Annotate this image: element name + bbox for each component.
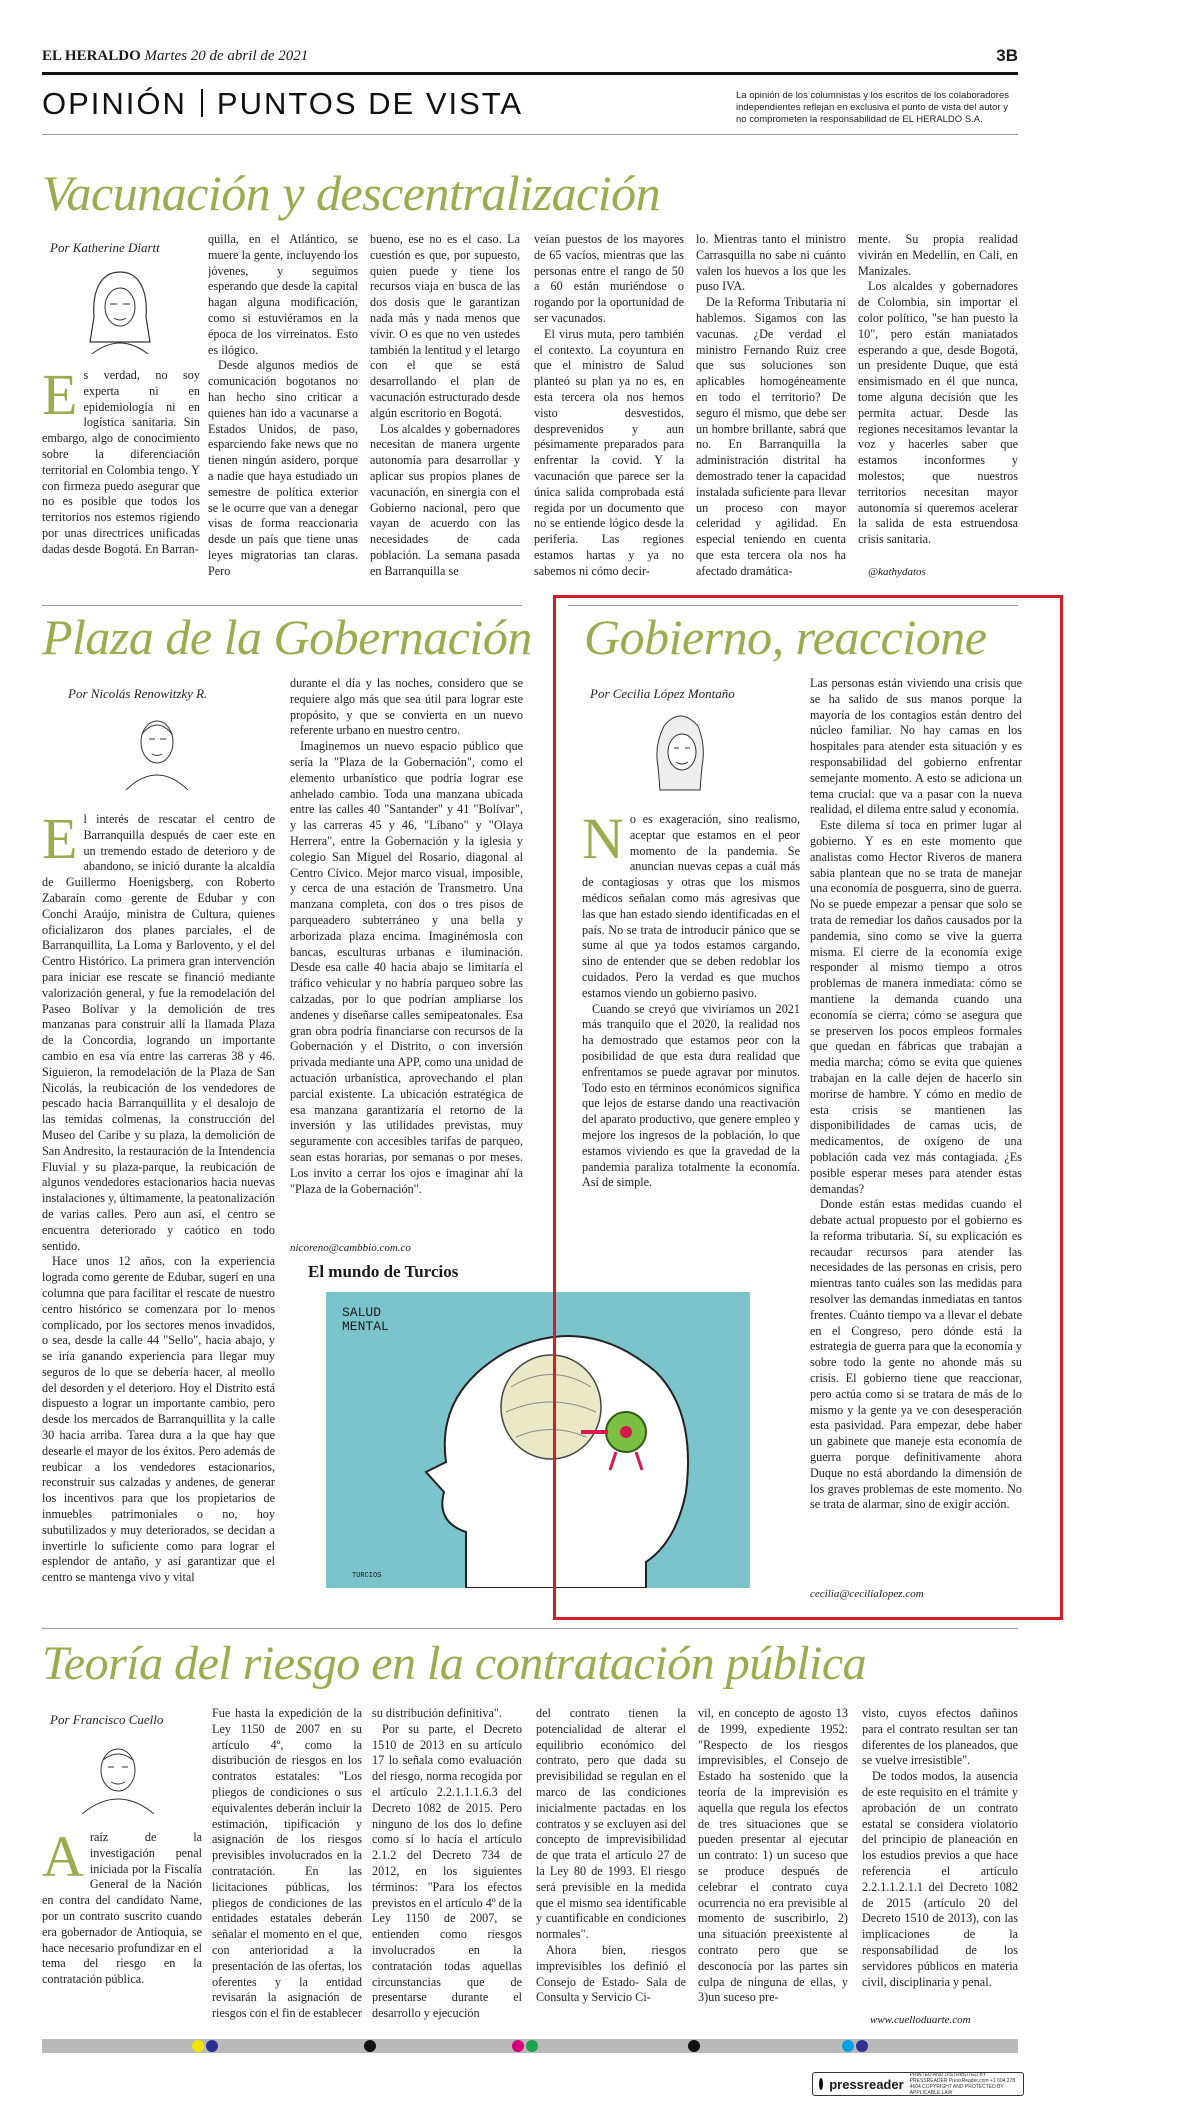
- paragraph: Hace unos 12 años, con la experiencia lograda como gerente de Edubar, sugerí en una columna que para facilitar el rescate de nuestro centro histórico se comenzara por lo menos complicado, por los sectores menos invadidos, o sea, desde la calle 44 "Sello", hacia abajo, y se iría ganando experiencia para llegar muy seguros de lo que se debería hacer, al meollo del desorden y el deterioro. Hoy el Distrito está dispuesto a lograr un importante cambio, pero desde los mercados de Barranquillita y la calle 30 hacia arriba. Tarea dura a la que hay que desearle el mayor de los éxitos. Pero además de reubicar a los vendedores estacionarios, reconstruir sus calzadas y andenes, de generar los incentivos para que los propietarios de inmuebles patrimoniales o no, hoy subutilizados y muy deteriorados, se decidan a invertirle lo suficiente como para lograr el esplendor de antaño, y así garantizar que el centro se mantenga vivo y vital: [42, 1254, 275, 1585]
- section-header: [42, 86, 523, 122]
- color-dot: [526, 2040, 538, 2052]
- paragraph: visto, cuyos efectos dañinos para el contrato resultan ser tan diferentes de los planeados, que se vuelve irresistible".: [862, 1706, 1018, 1768]
- author-portrait-cuello: [76, 1734, 160, 1814]
- page-number: 3B: [996, 46, 1018, 65]
- paragraph: durante el día y las noches, considero que se requiere algo más que sea útil para lograr este propósito, y que se convierta en un nuevo referente urbano en nuestro centro.: [290, 676, 523, 738]
- article4-byline: Por Francisco Cuello: [50, 1712, 164, 1727]
- article1-signature: @kathydatos: [868, 566, 926, 578]
- paper-name: EL HERALDO: [42, 48, 141, 64]
- section-title: OPINIÓN: [42, 86, 187, 121]
- issue-date: Martes 20 de abril de 2021: [144, 48, 309, 64]
- article1-col5: [696, 232, 846, 586]
- opinion-disclaimer: La opinión de los columnistas y los escritos de los colaboradores independientes reflejan en exclusiva el punto de vista del autor y no comprometen la responsabilidad de EL HERALDO S.A.: [736, 90, 1010, 125]
- article4-signature: www.cuelloduarte.com: [870, 2014, 971, 2026]
- paragraph: bueno, ese no es el caso. La cuestión es que, por supuesto, quien puede y tiene los recursos viaja en busca de las dos dosis que le garantizan nada más y nada menos que vivir. O es que no ven ustedes también la lentitud y el letargo con el que se está desarrollando el plan de vacunación estructurado desde algún escritorio en Bogotá.: [370, 232, 520, 420]
- color-dot: [364, 2040, 376, 2052]
- paragraph: lo. Mientras tanto el ministro Carrasquilla no sabe ni cuánto valen los huevos a los que les puso IVA.: [696, 232, 846, 294]
- masthead-rule: [42, 72, 1018, 75]
- paragraph: Por su parte, el Decreto 1510 de 2013 en su artículo 17 lo señala como evaluación del riesgo, norma recogida por el artículo 2.2.1.1.1.6.3 del Decreto 1082 de 2015. Pero ninguno de los dos lo define como sí lo hacía el artículo 2.1.2 del Decreto 734 de 2012, en los siguientes términos: "Para los efectos previstos en el artículo 4º de la Ley 1150 de 2007, se entienden como riesgos involucrados en la contratación todas aquellas circunstancias que de presentarse durante el desarrollo y ejecución: [372, 1721, 522, 2021]
- article4-col4: [536, 1706, 686, 2030]
- paragraph: del contrato tienen la potencialidad de alterar el equilibrio económico del contrato, pero que dada su previsibilidad se regulan en el marco de las condiciones inicialmente pactadas en los contratos y se excluyen así del concepto de imprevisibilidad de que trata el artículo 27 de la Ley 80 de 1993. El riesgo será previsible en la medida que el mismo sea identificable y cuantificable en condiciones normales".: [536, 1706, 686, 1942]
- paragraph: Ahora bien, riesgos imprevisibles los definió el Consejo de Estado- Sala de Consulta y Servicio Ci-: [536, 1942, 686, 2005]
- paragraph: De la Reforma Tributaria ni hablemos. Sigamos con las vacunas. ¿De verdad el ministro Fernando Ruiz cree que sus soluciones son aplicables homogéneamente en todo el territorio? De seguro él mismo, que debe ser un hombre brillante, sabrá que no. En Barranquilla la administración distrital ha demostrado tener la capacidad instalada suficiente para llevar un proceso con mayor celeridad y agilidad. En especial teniendo en cuenta que esta tercera ola nos ha afectado dramática-: [696, 295, 846, 578]
- paragraph: Fue hasta la expedición de la Ley 1150 de 2007 en su artículo 4º, como la distribución de riesgos en los contratos estatales: "Los pliegos de condiciones o sus equivalentes deberán incluir la estimación, tipificación y asignación de los riesgos previsibles involucrados en la contratación. En las licitaciones públicas, los pliegos de condiciones de las entidades estatales deberán señalar el momento en el que, con anterioridad a la presentación de las ofertas, los oferentes y la entidad revisarán la asignación de riesgos con el fin de establecer: [212, 1706, 362, 2021]
- article3-col1-text: o es exageración, sino realismo, aceptar que estamos en el peor momento de la pandemia. Se anuncian nuevas cepas a cuál más de contagiosas y otras que los mismos médicos señalan como más agresivas que las que han estado siendo identificadas en el país. No se trata de introducir pánico que se sume al que ya todos estamos cargando, sino de entender que se deben redoblar los cuidados. Pero la verdad es que muchos estamos viendo un gobierno pasivo.: [582, 812, 800, 1000]
- article4-col6: [862, 1706, 1018, 2014]
- color-dot: [856, 2040, 868, 2052]
- pressreader-logo: pressreader: [829, 2076, 904, 2092]
- article4-dropcap: A: [42, 1830, 84, 1889]
- article3-top-rule: [568, 605, 1018, 606]
- paragraph: Los alcaldes y gobernadores de Colombia, sin importar el color político, "se han puesto la 10", pero están maniatados esperando a que, desde Bogotá, un presidente Duque, que está ensimismado en él que nunca, tome alguna decisión que les permita actuar. Desde las regiones necesitamos levantar la voz y hacerles saber que estamos inconformes y molestos; que nuestros territorios necesitan mayor autonomía si queremos acelerar la salida de esta estruendosa crisis sanitaria.: [858, 279, 1018, 547]
- article1-headline: Vacunación y descentralización: [42, 165, 661, 221]
- paragraph: Desde algunos medios de comunicación bogotanos no han hecho sino criticar a quienes han ido a vacunarse a Estados Unidos, de paso, esparciendo fake news que no tienen ningún asidero, porque a nadie que haya estudiado un semestre de política exterior se le ocurre que van a denegar visas de forma reaccionaria desde un país que tiene unas leyes migratorias tan claras. Pero: [208, 358, 358, 578]
- article1-col6: [858, 232, 1018, 568]
- article1-col4: [534, 232, 684, 586]
- masthead: [42, 48, 308, 65]
- print-color-bar: [42, 2039, 1018, 2053]
- paragraph: su distribución definitiva".: [372, 1706, 502, 1720]
- article4-col1: Araíz de la investigación penal iniciada por la Fiscalía General de la Nación en contra del candidato Name, por un contrato suscrito cuando era gobernador de Antioquia, se hace necesario profundizar en el tema del riesgo en la contratación pública.: [42, 1830, 202, 1987]
- color-dot: [512, 2040, 524, 2052]
- color-dot: [192, 2040, 204, 2052]
- article3-signature: cecilia@ceciliaIopez.com: [810, 1588, 924, 1600]
- article2-col2: [290, 676, 523, 1242]
- color-dot: [688, 2040, 700, 2052]
- article2-dropcap: E: [42, 812, 78, 871]
- author-portrait-lopez: [640, 706, 720, 798]
- article3-byline: Por Cecilia López Montaño: [590, 686, 735, 701]
- article2-headline: Plaza de la Gobernación: [42, 609, 532, 665]
- paragraph: Los alcaldes y gobernadores necesitan de manera urgente autonomía para desarrollar y aplicar sus propios planes de vacunación, en sinergia con el Gobierno nacional, pero que vayan de acuerdo con las necesidades de cada población. La semana pasada en Barranquilla se: [370, 421, 520, 578]
- author-portrait-diartt: [80, 262, 160, 354]
- article4-col3: [372, 1706, 522, 2030]
- paragraph: veían puestos de los mayores de 65 vacíos, mientras que las personas entre el rango de 50 a 60 están muriéndose o rogando por la oportunidad de ser vacunados.: [534, 232, 684, 325]
- article3-dropcap: N: [582, 812, 624, 871]
- article1-col1: Es verdad, no soy experta ni en epidemiología ni en logística sanitaria. Sin embargo, algo de conocimiento sobre la diferenciación territorial en Colombia tengo. Y con firmeza puedo asegurar que no es posible que todos los territorios nos estemos rigiendo por unas directrices unificadas dadas desde Bogotá. En Barran-: [42, 368, 200, 556]
- pressreader-icon: [819, 2078, 823, 2090]
- pressreader-note: PRINTED AND DISTRIBUTED BY PRESSREADER PressReader.com +1 604 278 4604 COPYRIGHT AND PROTECTED BY APPLICABLE LAW: [909, 2072, 1016, 2096]
- paragraph: vil, en concepto de agosto 13 de 1999, expediente 1952: "Respecto de los riesgos imprevisibles, el Consejo de Estado ha sostenido que la teoría de la imprevisión es aquella que regula los efectos de tres situaciones que se pueden presentar al ejecutar un contrato: 1) un suceso que se produce después de celebrar el contrato cuya ocurrencia no era previsible al momento de suscribirlo, 2) una situación preexistente al contrato pero que se desconocía por las partes sin culpa de ninguna de ellas, y 3)un suceso pre-: [698, 1706, 848, 2005]
- section-separator: [201, 89, 203, 117]
- article1-col2: [208, 232, 358, 586]
- article4-col2: [212, 1706, 362, 2030]
- article2-byline: Por Nicolás Renowitzky R.: [68, 686, 208, 701]
- article4-top-rule: [42, 1628, 1018, 1629]
- article1-byline: Por Katherine Diartt: [50, 240, 160, 255]
- article4-headline: Teoría del riesgo en la contratación pública: [42, 1637, 867, 1690]
- article2-col1-text: l interés de rescatar el centro de Barranquilla después de caer este en un tremendo estado de deterioro y de abandono, se inició durante la alcaldía de Guillermo Hoenigsberg, con Roberto Zabaraín como gerente de Edubar y con Conchi Araújo, ministra de Cultura, quienes oficializaron dos planes parciales, el de Barranquillita, La Loma y Barlovento, y el del Centro Histórico. La primera gran intervención para iniciar ese rescate se financió mediante valorización general, y fue la remodelación del Paseo Bolívar y la demolición de tres manzanas para construir allí la llamada Plaza de la Concordia, logrando un importante cambio en esa vía entre las carreras 38 y 46. Siguieron, la remodelación de la Plaza de San Nicolás, la reubicación de los vendedores de pescado hacia Barranquillita y el desalojo de las temidas colmenas, la construcción del Museo del Caribe y su plaza, la demolición de San Andresito, la restauración de la Intendencia Fluvial y su plaza-parque, la reubicación de algunos vendedores estacionarios hacia nuevas instalaciones y, últimamente, la peatonalización de varias calles. Pero aun así, el centro se encuentra deteriorado y caótico en todo sentido.: [42, 812, 275, 1253]
- article3-col1: [582, 812, 800, 1232]
- article4-col5: [698, 1706, 848, 2030]
- paragraph: De todos modos, la ausencia de este requisito en el trámite y aprobación de un contrato estatal se considera violatorio del principio de planeación en los estudios previos a que hace referencia el artículo 2.2.1.1.2.1.1 del Decreto 1082 de 2015 (artículo 20 del Decreto 1510 de 2013), con las implicaciones de la responsabilidad de los servidores públicos en materia civil, disciplinaria y penal.: [862, 1769, 1018, 1989]
- article1-dropcap: E: [42, 368, 78, 427]
- pressreader-badge[interactable]: [812, 2072, 1024, 2096]
- article1-col3: [370, 232, 520, 586]
- paragraph: quilla, en el Atlántico, se muere la gente, incluyendo los jóvenes, y seguimos esperando que desde la capital hagan alguna modificación, como si estuviéramos en la época de los virreinatos. Esto es ilógico.: [208, 232, 358, 357]
- paragraph: Cuando se creyó que viviríamos un 2021 más tranquilo que el 2020, la realidad nos ha demostrado que estamos peor con la posibilidad de que esta dura realidad que enfrentamos se puede agravar por minutos. Todo esto en términos económicos significa que lejos de estarse dando una reactivación del aparato productivo, que genere empleo y mejore los ingresos de la población, lo que estamos viviendo es que la gravedad de la pandemia paraliza totalmente la economía. Así de simple.: [582, 1001, 800, 1190]
- article3-headline: Gobierno, reaccione: [584, 609, 987, 665]
- article2-signature: nicoreno@cambbio.com.co: [290, 1242, 411, 1254]
- paragraph: Las personas están viviendo una crisis que se ha salido de sus manos porque la mayoría de los contagios están dentro del núcleo familiar. No hay camas en los hospitales para atender esta situación y es responsabilidad del gobierno enfrentar semejante momento. A esto se adiciona un tema crucial: que va a pasar con la nueva realidad, el dilema entre salud y economía.: [810, 676, 1022, 817]
- cartoon-signature: TURCIOS: [352, 1572, 382, 1580]
- color-dot: [842, 2040, 854, 2052]
- color-dot: [206, 2040, 218, 2052]
- paragraph: mente. Su propia realidad vivirán en Medellín, en Cali, en Manizales.: [858, 232, 1018, 278]
- paragraph: Imaginemos un nuevo espacio público que sería la "Plaza de la Gobernación", como el elemento urbanístico que podría lograr ese anhelado cambio. Toda una manzana ubicada entre las calles 40 "Santander" y 41 "Bolívar", y las carreras 45 y 46, "Líbano" y "Olaya Herrera", entre la Gobernación y la iglesia y colegio San Miguel del Rosario, diagonal al Centro Cívico. Mejor marco visual, imposible, y cerca de una estación de Transmetro. Una manzana completa, con dos o tres pisos de parqueadero subterráneo y una bella y arborizada plaza encima. Imaginémosla con bancas, esculturas urbanas e iluminación. Desde esa calle 40 hacia abajo se limitaría el tráfico vehicular y no habría parqueo sobre las calzadas, por lo que podrían ampliarse los andenes y diseñarse calles semipeatonales. Esa gran obra podría financiarse con recursos de la Gobernación y el Distrito, o con inversión privada mediante una APP, como una unidad de actuación urbanística, aprovechando el plan parcial existente. La ubicación estratégica de esa manzana garantizaría el retorno de la inversión y las utilidades previstas, muy seguramente con accesibles tarifas de parqueo, sean estas horarias, por semanas o por meses. Los invito a cerrar los ojos e imaginar ahí la "Plaza de la Gobernación".: [290, 739, 523, 1196]
- author-portrait-renowitzky: [118, 706, 196, 790]
- paragraph: El virus muta, pero también el contexto. La coyuntura en que el ministro de Salud planteó su plan ya no es, en esta tercera ola nos hemos visto desvestidos, desprevenidos y aun pésimamente preparados para enfrentar la covid. Y la vacunación que parece ser la única salida comprobada está regida por un documento que no se entiende lógico desde la periferia. Las regiones estamos hartas y ya no sabemos ni cómo decir-: [534, 326, 684, 578]
- paragraph: Donde están estas medidas cuando el debate actual propuesto por el gobierno es la reforma tributaria. Sí, su explicación es recaudar recursos para atender las necesidades de las personas en crisis, pero mientras tanto cuáles son las medidas para resolver las demandas inmediatas en tantos frentes. Cuánto tiempo va a llevar el debate en el Congreso, pero dónde está la estrategia de guerra para que la economía y sobre todo la gente no ahonde más su crisis. El gobierno tiene que reaccionar, pero actúa como si se tratara de más de lo mismo y la gente ya ve con desesperación esta pasividad. Para empezar, debe haber un gabinete que maneje esta economía de guerra porque definitivamente ahora Duque no está abordando la dimensión de los graves problemas de este momento. No se trata de alarmar, sino de exigir acción.: [810, 1197, 1022, 1512]
- cartoon-salud-mental: [326, 1292, 750, 1588]
- section-subtitle: PUNTOS DE VISTA: [216, 86, 524, 121]
- section-rule: [42, 134, 1018, 135]
- cartoon-caption: SALUD MENTAL: [342, 1305, 389, 1334]
- article3-col2: [810, 676, 1022, 1586]
- article2-col1: [42, 812, 275, 1600]
- paragraph: Este dilema sí toca en primer lugar al gobierno. Y es en este momento que analistas como Hector Riveros de manera sabia plantean que no se trata de manejar una economía de posguerra, sino de guerra. No se puede empezar a pensar que solo se trata de remediar los daños causados por la pandemia, sino como se vive la guerra misma. El cierre de la economía exige responder al mismo tiempo a otros problemas de manera inmediata: cómo se mantiene la demanda cuando una economía se cierra; cómo se asegura que se preserven los pocos empleos formales que quedan en fábricas que trabajan a media marcha; cómo se evita que quienes trabajan en la calle dejen de hacerlo sin morirse de hambre. Y cómo en medio de esta crisis se mantienen las disponibilidades de camas ucis, de medicamentos, de oxígeno de una población cada vez más contagiada. ¿Es posible esperar meses para atender estas demandas?: [810, 818, 1022, 1196]
- article2-top-rule: [42, 605, 522, 606]
- cartoon-title: El mundo de Turcios: [308, 1262, 459, 1281]
